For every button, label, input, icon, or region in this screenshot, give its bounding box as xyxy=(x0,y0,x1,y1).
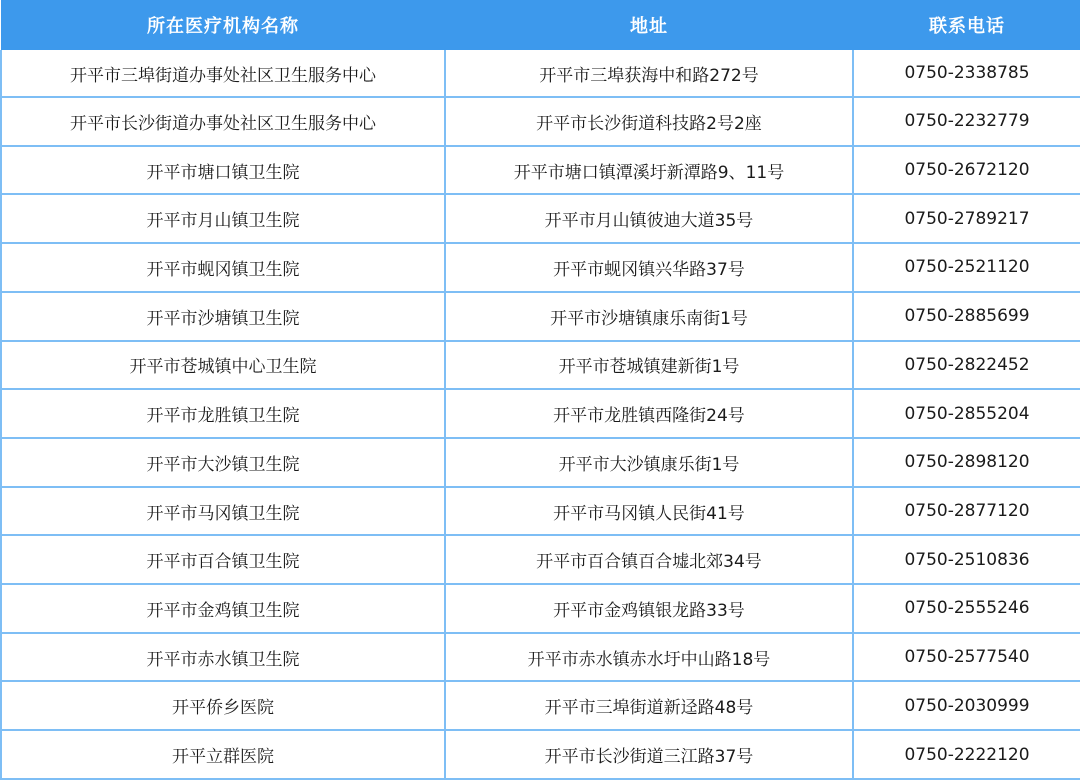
cell-institution-name: 开平市沙塘镇卫生院 xyxy=(1,292,445,341)
cell-phone: 0750-2855204 xyxy=(853,389,1080,438)
cell-institution-name: 开平立群医院 xyxy=(1,730,445,779)
cell-phone: 0750-2822452 xyxy=(853,341,1080,390)
table-row xyxy=(1,633,1080,682)
cell-institution-name: 开平市长沙街道办事处社区卫生服务中心 xyxy=(1,97,445,146)
table-row xyxy=(1,194,1080,243)
cell-address: 开平市百合镇百合墟北郊34号 xyxy=(445,535,853,584)
cell-address: 开平市苍城镇建新街1号 xyxy=(445,341,853,390)
table-row xyxy=(1,535,1080,584)
table-row xyxy=(1,50,1080,97)
table-body xyxy=(1,50,1080,779)
table-row xyxy=(1,681,1080,730)
cell-address: 开平市龙胜镇西隆街24号 xyxy=(445,389,853,438)
cell-phone: 0750-2338785 xyxy=(853,50,1080,97)
header-row xyxy=(1,0,1080,50)
cell-phone: 0750-2672120 xyxy=(853,146,1080,195)
cell-address: 开平市三埠街道新迳路48号 xyxy=(445,681,853,730)
table-row xyxy=(1,438,1080,487)
cell-address: 开平市塘口镇潭溪圩新潭路9、11号 xyxy=(445,146,853,195)
cell-address: 开平市月山镇彼迪大道35号 xyxy=(445,194,853,243)
cell-institution-name: 开平市月山镇卫生院 xyxy=(1,194,445,243)
cell-institution-name: 开平市大沙镇卫生院 xyxy=(1,438,445,487)
table-row xyxy=(1,146,1080,195)
table-row xyxy=(1,341,1080,390)
cell-phone: 0750-2577540 xyxy=(853,633,1080,682)
cell-institution-name: 开平侨乡医院 xyxy=(1,681,445,730)
cell-phone: 0750-2555246 xyxy=(853,584,1080,633)
cell-phone: 0750-2789217 xyxy=(853,194,1080,243)
cell-phone: 0750-2521120 xyxy=(853,243,1080,292)
cell-phone: 0750-2232779 xyxy=(853,97,1080,146)
table-row xyxy=(1,584,1080,633)
table-row xyxy=(1,389,1080,438)
column-header-address: 地址 xyxy=(445,0,853,50)
cell-address: 开平市三埠获海中和路272号 xyxy=(445,50,853,97)
cell-address: 开平市蚬冈镇兴华路37号 xyxy=(445,243,853,292)
cell-address: 开平市沙塘镇康乐南街1号 xyxy=(445,292,853,341)
cell-phone: 0750-2877120 xyxy=(853,487,1080,536)
cell-phone: 0750-2898120 xyxy=(853,438,1080,487)
cell-institution-name: 开平市百合镇卫生院 xyxy=(1,535,445,584)
cell-address: 开平市长沙街道科技路2号2座 xyxy=(445,97,853,146)
table-row xyxy=(1,243,1080,292)
column-header-phone: 联系电话 xyxy=(853,0,1080,50)
cell-phone: 0750-2885699 xyxy=(853,292,1080,341)
cell-address: 开平市大沙镇康乐街1号 xyxy=(445,438,853,487)
cell-institution-name: 开平市塘口镇卫生院 xyxy=(1,146,445,195)
table-row xyxy=(1,730,1080,779)
cell-institution-name: 开平市龙胜镇卫生院 xyxy=(1,389,445,438)
cell-institution-name: 开平市赤水镇卫生院 xyxy=(1,633,445,682)
cell-address: 开平市金鸡镇银龙路33号 xyxy=(445,584,853,633)
cell-phone: 0750-2030999 xyxy=(853,681,1080,730)
cell-institution-name: 开平市苍城镇中心卫生院 xyxy=(1,341,445,390)
column-header-institution: 所在医疗机构名称 xyxy=(1,0,445,50)
cell-institution-name: 开平市三埠街道办事处社区卫生服务中心 xyxy=(1,50,445,97)
table-row xyxy=(1,292,1080,341)
table-row xyxy=(1,487,1080,536)
cell-address: 开平市赤水镇赤水圩中山路18号 xyxy=(445,633,853,682)
cell-phone: 0750-2510836 xyxy=(853,535,1080,584)
table-row xyxy=(1,97,1080,146)
cell-phone: 0750-2222120 xyxy=(853,730,1080,779)
cell-address: 开平市马冈镇人民街41号 xyxy=(445,487,853,536)
cell-address: 开平市长沙街道三江路37号 xyxy=(445,730,853,779)
cell-institution-name: 开平市马冈镇卫生院 xyxy=(1,487,445,536)
cell-institution-name: 开平市蚬冈镇卫生院 xyxy=(1,243,445,292)
cell-institution-name: 开平市金鸡镇卫生院 xyxy=(1,584,445,633)
